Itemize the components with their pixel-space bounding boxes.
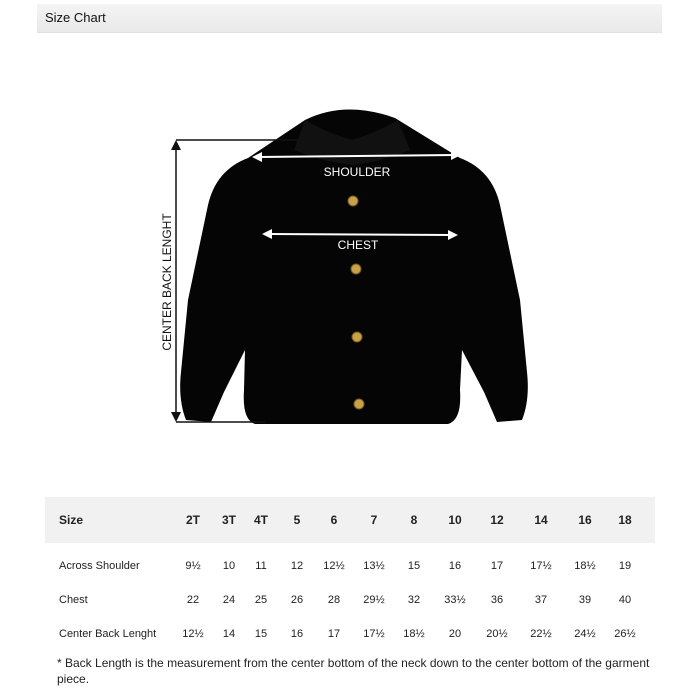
table-cell: 40 xyxy=(618,594,632,606)
size-header-cell: 4T xyxy=(253,513,268,527)
button-icon xyxy=(351,264,361,274)
size-header-cell: 8 xyxy=(410,513,418,527)
table-cell: 16 xyxy=(290,628,304,640)
back-length-label: CENTER BACK LENGHT xyxy=(160,213,174,351)
size-header-label: Size xyxy=(59,513,84,527)
table-cell: 24½ xyxy=(574,628,596,640)
table-cell: 9½ xyxy=(185,560,201,572)
size-header-cell: 16 xyxy=(578,513,592,527)
table-cell: 28 xyxy=(327,594,341,606)
table-cell: 11 xyxy=(255,560,267,572)
table-cell: 26½ xyxy=(614,628,636,640)
size-header-cell: 7 xyxy=(370,513,378,527)
table-cell: 22½ xyxy=(530,628,552,640)
button-icon xyxy=(354,399,364,409)
table-cell: 26 xyxy=(290,594,304,606)
table-cell: 17 xyxy=(490,560,504,572)
table-cell: 20 xyxy=(448,628,462,640)
size-table xyxy=(45,497,655,651)
table-cell: 15 xyxy=(254,628,268,640)
table-cell: 18½ xyxy=(403,628,425,640)
table-cell: 15 xyxy=(407,560,421,572)
table-cell: 29½ xyxy=(363,594,385,606)
shoulder-label: SHOULDER xyxy=(323,165,391,179)
table-cell: 10 xyxy=(222,560,236,572)
size-header-cell: 12 xyxy=(490,513,504,527)
table-row-chest xyxy=(45,583,655,617)
table-row-across-shoulder xyxy=(45,549,655,583)
table-cell: 17½ xyxy=(530,560,552,572)
table-cell: 17½ xyxy=(363,628,385,640)
size-header-row xyxy=(45,497,655,543)
footnote: * Back Length is the measurement from the center bottom of the neck down to the center bottom of the garment piece. xyxy=(57,656,650,686)
table-cell: 12½ xyxy=(182,628,204,640)
table-cell: 36 xyxy=(490,594,504,606)
row-label: Across Shoulder xyxy=(59,560,140,572)
chest-label: CHEST xyxy=(337,238,379,252)
table-cell: 25 xyxy=(254,594,268,606)
size-header-cell: 14 xyxy=(534,513,548,527)
size-header-cell: 10 xyxy=(448,513,462,527)
size-header-cell: 5 xyxy=(293,513,301,527)
table-cell: 32 xyxy=(407,594,421,606)
table-cell: 12 xyxy=(290,560,304,572)
button-icon xyxy=(348,196,358,206)
table-cell: 39 xyxy=(578,594,592,606)
table-cell: 20½ xyxy=(486,628,508,640)
size-header-cell: 18 xyxy=(618,513,632,527)
table-cell: 13½ xyxy=(363,560,385,572)
row-label: Center Back Lenght xyxy=(59,628,157,640)
page-title: Size Chart xyxy=(45,10,106,25)
table-row-center-back-length xyxy=(45,617,655,651)
size-header-cell: 2T xyxy=(185,513,200,527)
row-label: Chest xyxy=(59,594,88,606)
table-cell: 19 xyxy=(618,560,632,572)
table-cell: 24 xyxy=(222,594,236,606)
table-cell: 33½ xyxy=(444,594,466,606)
table-cell: 16 xyxy=(448,560,462,572)
table-cell: 18½ xyxy=(574,560,596,572)
table-cell: 14 xyxy=(222,628,236,640)
button-icon xyxy=(352,332,362,342)
table-cell: 17 xyxy=(327,628,341,640)
table-cell: 12½ xyxy=(323,560,345,572)
table-cell: 37 xyxy=(534,594,548,606)
size-header-cell: 3T xyxy=(221,513,236,527)
size-header-cell: 6 xyxy=(330,513,338,527)
table-cell: 22 xyxy=(186,594,200,606)
